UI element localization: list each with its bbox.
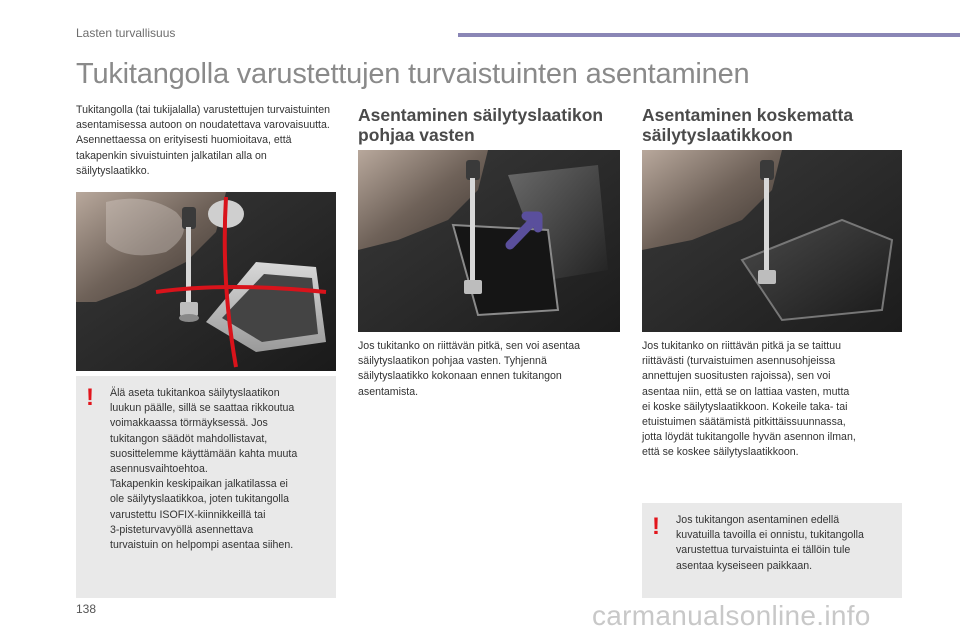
section-text-storage-bottom: Jos tukitanko on riittävän pitkä, sen voi asentaa säilytyslaatikon pohjaa vasten. Tyhjennä säilytyslaatikko kokonaan ennen tukitangon asentamista. <box>358 340 581 398</box>
right-warning-text: Jos tukitangon asentaminen edellä kuvatuilla tavoilla ei onnistu, tukitangolla varustettua turvaistuinta ei tällöin tule asentaa kyseiseen paikkaan. <box>676 514 864 572</box>
section-title-no-contact: Asentaminen koskematta säilytyslaatikkoon <box>642 105 854 145</box>
photo-storage-bottom <box>358 150 620 332</box>
photo-no-contact <box>642 150 902 332</box>
left-warning-box <box>76 376 336 598</box>
intro-paragraph: Tukitangolla (tai tukijalalla) varustettujen turvaistuinten asentamisessa autoon on noudatettava varovaisuutta. Asennettaessa on erityisesti huomioitava, että takapenkin sivuistuinten jalkatilan alla on säilytyslaatikko. <box>76 104 330 177</box>
photo-wrong-install <box>76 192 336 371</box>
page-title: Tukitangolla varustettujen turvaistuinten asentaminen <box>76 58 750 90</box>
exclamation-icon: ! <box>652 513 660 540</box>
illustration-leg-on-floor <box>642 150 902 332</box>
page-number: 138 <box>76 602 97 616</box>
watermark: carmanualsonline.info <box>592 600 871 631</box>
illustration-leg-in-storage-box <box>358 150 620 332</box>
exclamation-icon: ! <box>86 384 94 411</box>
section-text-no-contact: Jos tukitanko on riittävän pitkä ja se taittuu riittävästi (turvaistuimen asennusohjeissa annettujen suositusten rajoissa), sen voi asentaa niin, että se on lattiaa vasten, mutta ei koske säilytyslaatikkoon. Kokeile taka- tai etuistuimen säätämistä pitkittäissuunnassa, jotta löydät tukitangolle hyvän asennon ilman, että se koskee säilytyslaatikkoon. <box>642 340 856 459</box>
right-warning-box <box>642 503 902 598</box>
section-title-storage-bottom: Asentaminen säilytyslaatikon pohjaa vasten <box>358 105 604 145</box>
section-header: Lasten turvallisuus <box>76 26 176 40</box>
header-accent-bar <box>458 33 960 37</box>
left-warning-text: Älä aseta tukitankoa säilytyslaatikon luukun päälle, sillä se saattaa rikkoutua voimakkaassa törmäyksessä. Jos tukitangon säädöt mahdollistavat, suosittelemme käyttämään kahta muuta asennusvaihtoehtoa. Takapenkin keskipaikan jalkatilassa ei ole säilytyslaatikkoa, joten tukitangolla varustettu ISOFIX-kiinnikkeillä tai 3-pisteturvavyöllä asennettava turvaistuin on helpompi asentaa siihen. <box>110 387 298 552</box>
illustration-crossed-out-install <box>76 192 336 371</box>
